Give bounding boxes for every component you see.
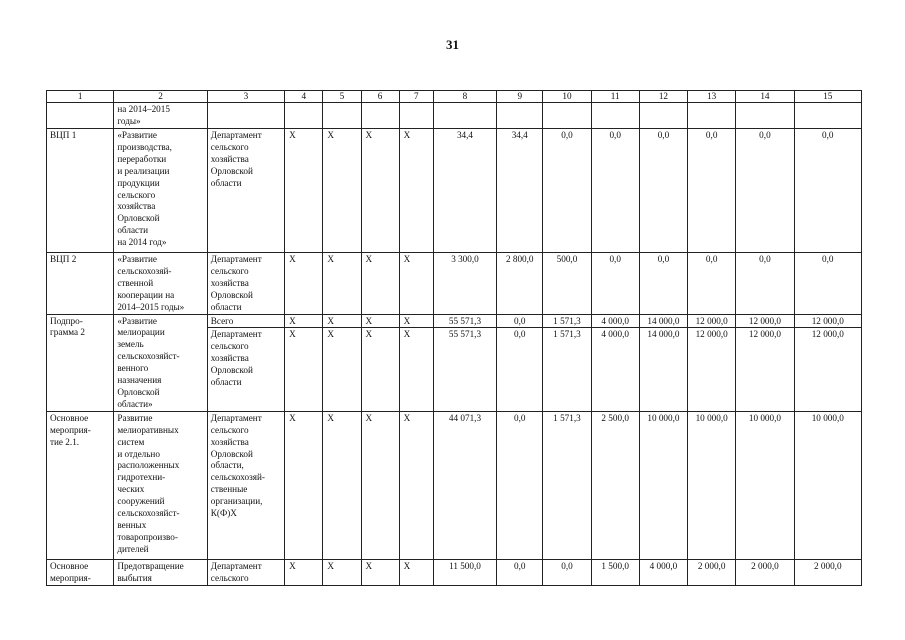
value-cell: Х — [285, 129, 323, 253]
name-cell — [114, 253, 207, 315]
column-number: 14 — [736, 91, 794, 103]
cell-line: Орловской — [117, 386, 160, 397]
column-number: 12 — [639, 91, 687, 103]
value-cell: Х — [285, 253, 323, 315]
cell-line: грамма 2 — [50, 327, 85, 338]
value-cell: Х — [285, 314, 323, 328]
cell-line: систем — [117, 436, 145, 447]
name-cell — [114, 129, 207, 253]
value-cell: 0,0 — [736, 129, 794, 253]
value-cell: 14 000,0 — [639, 328, 687, 411]
cell-line: сельского — [210, 424, 249, 435]
cell-line: ственные — [210, 484, 248, 495]
value-cell: 34,4 — [497, 129, 543, 253]
value-cell: 2 500,0 — [591, 411, 639, 559]
table-row — [47, 253, 862, 315]
value-cell: Х — [399, 129, 433, 253]
value-cell: 0,0 — [497, 314, 543, 328]
cell-line: расположенных — [117, 460, 180, 471]
code-cell — [47, 559, 114, 585]
value-cell: 0,0 — [543, 129, 591, 253]
cell-line: хозяйства — [210, 277, 249, 288]
cell-line: мероприя- — [50, 424, 91, 435]
cell-line: тие 2.1. — [50, 436, 80, 447]
value-cell: 0,0 — [688, 253, 736, 315]
value-cell — [736, 103, 794, 129]
cell-line: кооперации на — [117, 289, 175, 300]
column-number: 3 — [207, 91, 284, 103]
value-cell: 12 000,0 — [794, 314, 861, 328]
value-cell: 1 571,3 — [543, 328, 591, 411]
value-cell: 0,0 — [639, 129, 687, 253]
value-cell: 12 000,0 — [794, 328, 861, 411]
value-cell: Х — [323, 253, 361, 315]
value-cell — [794, 103, 861, 129]
cell-line: сельскохозяйст- — [117, 351, 180, 362]
cell-line: Основное — [50, 412, 89, 423]
cell-line: на 2014 год» — [117, 237, 167, 248]
value-cell: 2 800,0 — [497, 253, 543, 315]
table-row — [47, 559, 862, 585]
cell-line: Развитие — [117, 412, 153, 423]
cell-line: «Развитие — [117, 130, 158, 140]
cell-line: Департамент — [210, 329, 262, 340]
cell-line: Подпро- — [50, 315, 83, 326]
executor-cell — [207, 411, 284, 559]
code-cell — [47, 411, 114, 559]
value-cell: 11 500,0 — [433, 559, 496, 585]
value-cell: 34,4 — [433, 129, 496, 253]
value-cell: Х — [285, 411, 323, 559]
value-cell: Х — [399, 328, 433, 411]
cell-line: товаропроизво- — [117, 531, 178, 542]
value-cell: Х — [361, 129, 399, 253]
value-cell: 2 000,0 — [794, 559, 861, 585]
cell-line: области, — [210, 460, 244, 471]
cell-line: на 2014–2015 — [117, 104, 170, 114]
cell-line: сельскохозяй- — [117, 265, 172, 276]
cell-line: Департамент — [210, 254, 262, 264]
executor-cell — [207, 103, 284, 129]
value-cell: Х — [399, 411, 433, 559]
value-cell: 2 000,0 — [736, 559, 794, 585]
code-cell — [47, 103, 114, 129]
value-cell: 55 571,3 — [433, 328, 496, 411]
cell-line: переработки — [117, 153, 167, 164]
cell-line: венного — [117, 363, 149, 374]
column-number: 9 — [497, 91, 543, 103]
executor-cell — [207, 129, 284, 253]
program-table — [46, 90, 862, 586]
cell-line: сельского — [210, 265, 249, 276]
cell-line: области — [117, 225, 149, 236]
cell-line: Предотвращение — [117, 560, 184, 571]
cell-line: сельского — [210, 572, 249, 583]
cell-line: Орловской — [210, 365, 253, 376]
executor-cell — [207, 328, 284, 411]
cell-line: мелиорации — [117, 327, 165, 338]
value-cell: Х — [285, 559, 323, 585]
value-cell: 12 000,0 — [736, 314, 794, 328]
cell-line: хозяйства — [210, 153, 249, 164]
value-cell: 12 000,0 — [688, 328, 736, 411]
value-cell: 2 000,0 — [688, 559, 736, 585]
name-cell — [114, 103, 207, 129]
value-cell — [433, 103, 496, 129]
value-cell: Х — [285, 328, 323, 411]
code-cell — [47, 314, 114, 411]
cell-line: «Развитие — [117, 315, 158, 326]
value-cell: 1 571,3 — [543, 314, 591, 328]
value-cell: Х — [323, 314, 361, 328]
value-cell: 0,0 — [591, 253, 639, 315]
value-cell: Х — [361, 559, 399, 585]
column-number: 15 — [794, 91, 861, 103]
value-cell: 10 000,0 — [639, 411, 687, 559]
cell-line: Орловской — [210, 289, 253, 300]
cell-line: производства, — [117, 141, 172, 152]
value-cell: 12 000,0 — [736, 328, 794, 411]
cell-line: годы» — [117, 115, 141, 126]
value-cell: 0,0 — [736, 253, 794, 315]
value-cell: Х — [361, 253, 399, 315]
value-cell: 0,0 — [543, 559, 591, 585]
cell-line: 2014–2015 годы» — [117, 301, 185, 312]
cell-line: венных — [117, 519, 147, 530]
column-number: 4 — [285, 91, 323, 103]
value-cell: 14 000,0 — [639, 314, 687, 328]
cell-line: ческих — [117, 484, 145, 495]
cell-line: хозяйства — [117, 201, 156, 212]
value-cell — [323, 103, 361, 129]
cell-line: ВЦП 2 — [50, 254, 77, 264]
cell-line: сельского — [117, 189, 156, 200]
cell-line: организации, — [210, 496, 263, 507]
value-cell: 0,0 — [591, 129, 639, 253]
cell-line: Департамент — [210, 130, 262, 140]
cell-line: мелиоративных — [117, 424, 179, 435]
value-cell — [497, 103, 543, 129]
cell-line: гидротехни- — [117, 472, 166, 483]
cell-line: Основное — [50, 560, 89, 571]
cell-line: «Развитие — [117, 254, 158, 264]
cell-line: и реализации — [117, 165, 170, 176]
value-cell — [399, 103, 433, 129]
column-number: 5 — [323, 91, 361, 103]
column-number: 1 — [47, 91, 114, 103]
value-cell: 0,0 — [794, 129, 861, 253]
value-cell: 1 500,0 — [591, 559, 639, 585]
cell-line: Всего — [210, 315, 234, 326]
cell-line: сельскохозяй- — [210, 472, 265, 483]
cell-line: Орловской — [210, 165, 253, 176]
value-cell: Х — [399, 314, 433, 328]
column-number: 11 — [591, 91, 639, 103]
value-cell: 0,0 — [497, 411, 543, 559]
value-cell: 0,0 — [688, 129, 736, 253]
value-cell: Х — [361, 411, 399, 559]
cell-line: ВЦП 1 — [50, 130, 77, 140]
value-cell — [361, 103, 399, 129]
code-cell — [47, 253, 114, 315]
value-cell: 3 300,0 — [433, 253, 496, 315]
cell-line: области» — [117, 398, 153, 409]
cell-line: К(Ф)Х — [210, 508, 237, 519]
name-cell — [114, 314, 207, 411]
cell-line: хозяйства — [210, 353, 249, 364]
column-number: 6 — [361, 91, 399, 103]
column-number: 8 — [433, 91, 496, 103]
value-cell: 44 071,3 — [433, 411, 496, 559]
value-cell — [591, 103, 639, 129]
value-cell — [285, 103, 323, 129]
value-cell: 0,0 — [497, 328, 543, 411]
cell-line: земель — [117, 339, 144, 350]
cell-line: Орловской — [210, 448, 253, 459]
cell-line: продукции — [117, 177, 160, 188]
cell-line: сельскохозяйст- — [117, 508, 180, 519]
value-cell: Х — [361, 328, 399, 411]
name-cell — [114, 559, 207, 585]
value-cell: 0,0 — [639, 253, 687, 315]
cell-line: сооружений — [117, 496, 165, 507]
cell-line: и отдельно — [117, 448, 160, 459]
executor-cell — [207, 314, 284, 328]
table-row — [47, 411, 862, 559]
value-cell: Х — [323, 559, 361, 585]
value-cell: 0,0 — [794, 253, 861, 315]
column-number: 7 — [399, 91, 433, 103]
table-row — [47, 314, 862, 328]
table-row — [47, 129, 862, 253]
column-number: 13 — [688, 91, 736, 103]
value-cell: 10 000,0 — [688, 411, 736, 559]
column-number: 2 — [114, 91, 207, 103]
value-cell: Х — [399, 253, 433, 315]
cell-line: выбытия — [117, 572, 152, 583]
value-cell: Х — [323, 129, 361, 253]
value-cell: 0,0 — [497, 559, 543, 585]
cell-line: мероприя- — [50, 572, 91, 583]
table-row — [47, 103, 862, 129]
cell-line: Орловской — [117, 213, 160, 224]
cell-line: сельского — [210, 341, 249, 352]
cell-line: сельского — [210, 141, 249, 152]
value-cell: Х — [361, 314, 399, 328]
cell-line: дителей — [117, 543, 149, 554]
value-cell: Х — [323, 411, 361, 559]
header-row — [47, 91, 862, 103]
value-cell: Х — [323, 328, 361, 411]
value-cell — [639, 103, 687, 129]
page-number: 31 — [446, 37, 459, 52]
value-cell: 4 000,0 — [591, 328, 639, 411]
cell-line: Департамент — [210, 412, 262, 423]
cell-line: области — [210, 177, 242, 188]
value-cell: 1 571,3 — [543, 411, 591, 559]
code-cell — [47, 129, 114, 253]
executor-cell — [207, 559, 284, 585]
cell-line: ственной — [117, 277, 154, 288]
value-cell: 4 000,0 — [591, 314, 639, 328]
value-cell: 500,0 — [543, 253, 591, 315]
cell-line: Департамент — [210, 560, 262, 571]
value-cell: Х — [399, 559, 433, 585]
cell-line: области — [210, 301, 242, 312]
value-cell — [543, 103, 591, 129]
value-cell: 10 000,0 — [736, 411, 794, 559]
column-number: 10 — [543, 91, 591, 103]
cell-line: назначения — [117, 375, 162, 386]
name-cell — [114, 411, 207, 559]
value-cell — [688, 103, 736, 129]
value-cell: 4 000,0 — [639, 559, 687, 585]
cell-line: хозяйства — [210, 436, 249, 447]
value-cell: 55 571,3 — [433, 314, 496, 328]
executor-cell — [207, 253, 284, 315]
value-cell: 12 000,0 — [688, 314, 736, 328]
value-cell: 10 000,0 — [794, 411, 861, 559]
cell-line: области — [210, 377, 242, 388]
